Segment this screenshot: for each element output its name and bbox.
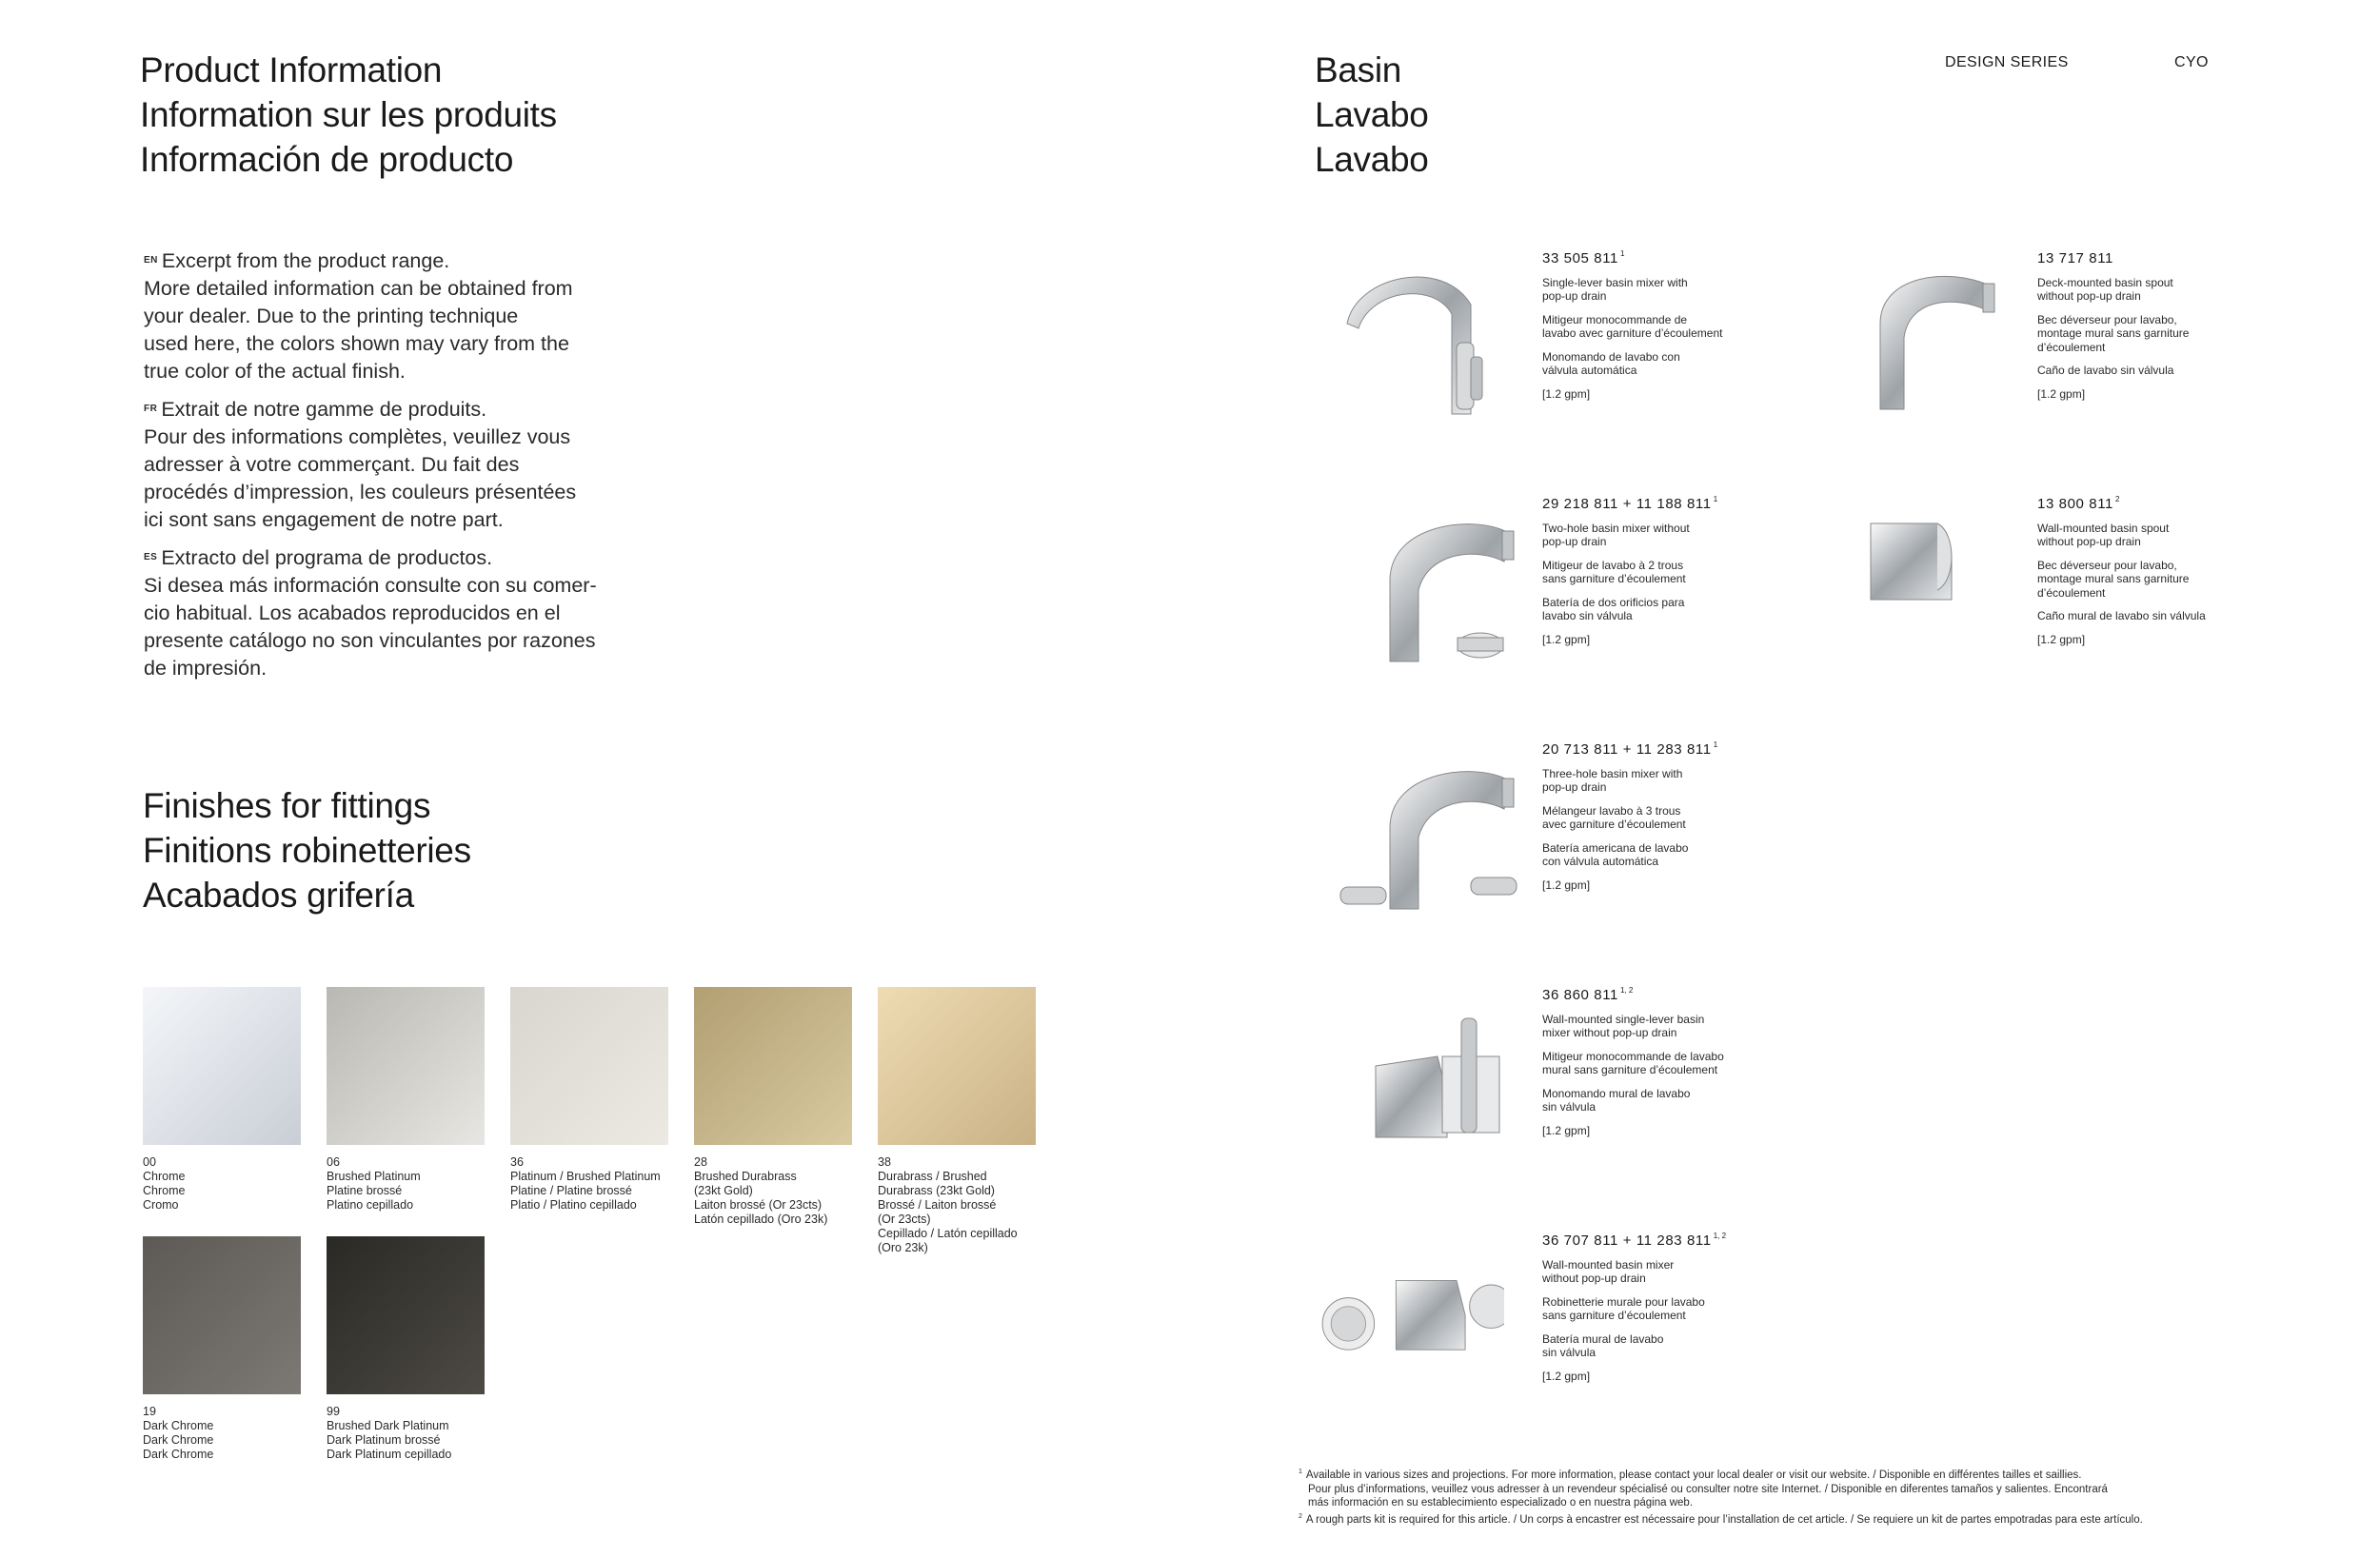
finish-name: Platino cepillado	[327, 1198, 414, 1212]
finish-name: Brossé / Laiton brossé	[878, 1198, 997, 1212]
finish-name: Chrome	[143, 1184, 186, 1197]
flow-rate: [1.2 gpm]	[2037, 632, 2086, 646]
design-series-label: DESIGN SERIES	[1945, 54, 2069, 70]
lang-tag-en: EN	[144, 255, 158, 266]
desc-line: d’écoulement	[2037, 340, 2106, 354]
finish-name: (Oro 23k)	[878, 1241, 928, 1254]
intro-fr-line: adresser à votre commerçant. Du fait des	[144, 453, 520, 476]
faucet-three-hole-icon	[1328, 742, 1518, 933]
product-number-text: 36 860 811	[1542, 987, 1618, 1003]
faucet-wall-spout-icon	[1861, 495, 2052, 685]
intro-es-line: de impresión.	[144, 657, 268, 680]
intro-fr-line: procédés d’impression, les couleurs présentées	[144, 481, 577, 503]
heading-line-fr: Information sur les produits	[140, 95, 557, 134]
desc-line: mixer without pop-up drain	[1542, 1026, 1677, 1039]
finish-code: 36	[510, 1155, 524, 1169]
footnote-ref: 1, 2	[1619, 986, 1634, 995]
finish-name: Platine / Platine brossé	[510, 1184, 632, 1197]
basin-heading-es: Lavabo	[1315, 140, 1429, 179]
desc-line: Monomando mural de lavabo	[1542, 1086, 1691, 1100]
desc-es	[2037, 364, 2285, 378]
finishes-heading-fr: Finitions robinetteries	[143, 831, 471, 870]
basin-heading	[1315, 48, 1429, 182]
desc-line: montage mural sans garniture	[2037, 572, 2190, 585]
flow-rate: [1.2 gpm]	[2037, 386, 2086, 401]
desc-line: Caño mural de lavabo sin válvula	[2037, 609, 2206, 622]
desc-fr	[2037, 313, 2285, 355]
product-number	[1542, 739, 1790, 758]
finishes-heading	[143, 783, 471, 917]
product-number-text: 13 717 811	[2037, 250, 2113, 266]
footnote-ref: 1	[1713, 740, 1718, 749]
footnote-marker: 2	[1299, 1512, 1302, 1520]
footnote-line: más información en su establecimiento especializado o en nuestra página web.	[1308, 1497, 1694, 1509]
desc-line: without pop-up drain	[2037, 535, 2141, 548]
desc-en	[1542, 522, 1790, 549]
intro-en-line: used here, the colors shown may vary from the	[144, 332, 569, 355]
intro-en-line: Excerpt from the product range.	[161, 249, 450, 272]
desc-es	[1542, 1087, 1790, 1114]
product-13800811	[2037, 493, 2285, 646]
footnote-ref: 1, 2	[1713, 1232, 1727, 1240]
product-29218811	[1542, 493, 1790, 646]
finish-code: 19	[143, 1405, 156, 1418]
desc-line: Bec déverseur pour lavabo,	[2037, 312, 2177, 326]
desc-line: lavabo sin válvula	[1542, 609, 1633, 622]
desc-fr	[1542, 804, 1790, 832]
desc-line: without pop-up drain	[1542, 1272, 1646, 1285]
desc-line: pop-up drain	[1542, 780, 1607, 794]
intro-es-line: presente catálogo no son vinculantes por razones	[144, 629, 596, 652]
lang-tag-es: ES	[144, 552, 158, 562]
desc-en	[1542, 1258, 1790, 1286]
finish-name: Platio / Platino cepillado	[510, 1198, 637, 1212]
product-number	[1542, 493, 1790, 512]
swatch-label-durabrass	[878, 1155, 1059, 1255]
desc-fr	[2037, 559, 2285, 601]
desc-line: pop-up drain	[1542, 535, 1607, 548]
flow-rate: [1.2 gpm]	[1542, 632, 1591, 646]
desc-line: Single-lever basin mixer with	[1542, 275, 1688, 289]
finish-code: 38	[878, 1155, 891, 1169]
series-name: CYO	[2174, 54, 2209, 70]
desc-line: lavabo avec garniture d’écoulement	[1542, 326, 1723, 340]
flow-rate: [1.2 gpm]	[1542, 1369, 1591, 1383]
desc-line: avec garniture d’écoulement	[1542, 818, 1686, 831]
swatch-brushed-durabrass	[694, 987, 852, 1145]
desc-es	[1542, 596, 1790, 623]
swatch-brushed-dark-platinum	[327, 1236, 485, 1394]
desc-line: Wall-mounted basin mixer	[1542, 1257, 1675, 1272]
desc-line: sin válvula	[1542, 1346, 1597, 1359]
footnote-line: Pour plus d’informations, veuillez vous adresser à un revendeur spécialisé ou consulter notre site Internet. / Disponible en diferentes tamaños y salientes. Encontrará	[1308, 1483, 2108, 1495]
finish-name: Laiton brossé (Or 23cts)	[694, 1198, 823, 1212]
intro-en	[144, 247, 658, 385]
desc-line: Three-hole basin mixer with	[1542, 766, 1683, 780]
footnote-ref: 2	[2114, 495, 2120, 503]
swatch-durabrass-brushed-durabrass	[878, 987, 1036, 1145]
finish-name: Brushed Durabrass	[694, 1170, 797, 1183]
desc-line: Batería de dos orificios para	[1542, 595, 1685, 609]
desc-line: con válvula automática	[1542, 855, 1659, 868]
product-number-text: 33 505 811	[1542, 250, 1618, 266]
desc-line: Mitigeur monocommande de lavabo	[1542, 1049, 1724, 1063]
intro-en-line: true color of the actual finish.	[144, 360, 406, 383]
finish-code: 28	[694, 1155, 707, 1169]
finish-name: Durabrass / Brushed	[878, 1170, 987, 1183]
desc-line: Mitigeur monocommande de	[1542, 312, 1688, 326]
product-number	[1542, 1230, 1790, 1249]
flow-rate: [1.2 gpm]	[1542, 878, 1591, 892]
faucet-wall-single-lever-icon	[1361, 999, 1552, 1190]
desc-line: without pop-up drain	[2037, 289, 2141, 303]
desc-line: Wall-mounted basin spout	[2037, 521, 2170, 535]
desc-line: Batería americana de lavabo	[1542, 840, 1689, 855]
product-13717811	[2037, 247, 2285, 401]
flow-rate: [1.2 gpm]	[1542, 1123, 1591, 1137]
desc-es	[2037, 609, 2285, 623]
desc-line: Caño de lavabo sin válvula	[2037, 364, 2174, 377]
finish-name: Dark Chrome	[143, 1433, 214, 1447]
finish-code: 06	[327, 1155, 340, 1169]
intro-text	[144, 247, 658, 692]
basin-heading-fr: Lavabo	[1315, 95, 1429, 134]
desc-es	[1542, 350, 1790, 378]
swatch-label-brushed-dark-platinum	[327, 1405, 507, 1462]
swatch-label-dark-chrome	[143, 1405, 324, 1462]
intro-fr-line: Pour des informations complètes, veuillez vous	[144, 425, 571, 448]
intro-es-line: cio habitual. Los acabados reproducidos en el	[144, 602, 561, 624]
desc-line: montage mural sans garniture	[2037, 326, 2190, 340]
desc-line: Bec déverseur pour lavabo,	[2037, 558, 2177, 572]
desc-line: Robinetterie murale pour lavabo	[1542, 1294, 1705, 1309]
desc-fr	[1542, 1295, 1790, 1323]
footnote-1	[1299, 1466, 2308, 1483]
heading-line-en: Product Information	[140, 50, 443, 89]
desc-line: Monomando de lavabo con	[1542, 349, 1680, 364]
swatch-chrome	[143, 987, 301, 1145]
product-number	[2037, 493, 2285, 512]
swatch-label-chrome	[143, 1155, 324, 1213]
product-36707811	[1542, 1230, 1790, 1383]
product-number-text: 36 707 811 + 11 283 811	[1542, 1233, 1712, 1249]
footnotes	[1299, 1466, 2308, 1527]
desc-line: Mélangeur lavabo à 3 trous	[1542, 803, 1681, 818]
product-number	[1542, 247, 1790, 266]
desc-en	[1542, 767, 1790, 795]
finish-name: Latón cepillado (Oro 23k)	[694, 1213, 828, 1226]
product-number-text: 20 713 811 + 11 283 811	[1542, 741, 1712, 758]
footnote-line: Available in various sizes and projections. For more information, please contact your local dealer or visit our website. / Disponible en différentes tailles et saillies.	[1305, 1469, 2082, 1481]
footnote-marker: 1	[1299, 1469, 1302, 1475]
intro-es-line: Si desea más información consulte con su comer-	[144, 574, 597, 597]
desc-en	[1542, 1013, 1790, 1040]
desc-en	[2037, 522, 2285, 549]
product-36860811	[1542, 984, 1790, 1137]
swatch-brushed-platinum	[327, 987, 485, 1145]
finish-name: Dark Platinum cepillado	[327, 1448, 452, 1461]
finish-name: Brushed Dark Platinum	[327, 1419, 449, 1432]
product-number	[2037, 247, 2285, 266]
finish-name: Cepillado / Latón cepillado	[878, 1227, 1018, 1240]
faucet-single-lever-icon	[1328, 247, 1518, 438]
swatch-label-brushed-durabrass	[694, 1155, 875, 1227]
finish-name: Platine brossé	[327, 1184, 403, 1197]
footnote-line: A rough parts kit is required for this article. / Un corps à encastrer est nécessaire pour l’installation de cet article. / Se requiere un kit de partes empotradas para este artículo.	[1305, 1513, 2143, 1526]
finish-name: Chrome	[143, 1170, 186, 1183]
intro-fr-line: ici sont sans engagement de notre part.	[144, 508, 504, 531]
finish-code: 99	[327, 1405, 340, 1418]
basin-heading-en: Basin	[1315, 50, 1402, 89]
product-number	[1542, 984, 1790, 1003]
finishes-heading-en: Finishes for fittings	[143, 786, 431, 825]
product-information-heading	[140, 48, 557, 182]
footnote-ref: 1	[1713, 495, 1718, 503]
intro-fr	[144, 395, 658, 534]
footnote-ref: 1	[1619, 249, 1625, 258]
swatch-dark-chrome	[143, 1236, 301, 1394]
flow-rate: [1.2 gpm]	[1542, 386, 1591, 401]
product-33505811	[1542, 247, 1790, 401]
desc-fr	[1542, 1050, 1790, 1077]
product-number-text: 13 800 811	[2037, 496, 2113, 512]
desc-line: Batería mural de lavabo	[1542, 1331, 1664, 1346]
desc-en	[2037, 276, 2285, 304]
desc-line: sin válvula	[1542, 1100, 1597, 1114]
finish-code: 00	[143, 1155, 156, 1169]
desc-line: mural sans garniture d’écoulement	[1542, 1063, 1718, 1076]
finish-name: Dark Chrome	[143, 1448, 214, 1461]
desc-fr	[1542, 559, 1790, 586]
desc-line: Mitigeur de lavabo à 2 trous	[1542, 558, 1684, 572]
intro-fr-line: Extrait de notre gamme de produits.	[161, 398, 487, 421]
finish-name: Cromo	[143, 1198, 179, 1212]
product-20713811	[1542, 739, 1790, 892]
desc-line: válvula automática	[1542, 364, 1637, 377]
desc-en	[1542, 276, 1790, 304]
footnote-2	[1299, 1510, 2308, 1528]
intro-en-line: your dealer. Due to the printing technique	[144, 305, 519, 327]
finish-name: Dark Platinum brossé	[327, 1433, 441, 1447]
finish-name: Platinum / Brushed Platinum	[510, 1170, 661, 1183]
heading-line-es: Información de producto	[140, 140, 514, 179]
desc-line: d’écoulement	[2037, 585, 2106, 600]
desc-line: Wall-mounted single-lever basin	[1542, 1012, 1705, 1026]
lang-tag-fr: FR	[144, 404, 158, 414]
faucet-two-hole-icon	[1371, 495, 1561, 685]
desc-line: Two-hole basin mixer without	[1542, 521, 1690, 535]
swatch-label-brushed-platinum	[327, 1155, 507, 1213]
finish-name: Durabrass (23kt Gold)	[878, 1184, 995, 1197]
intro-es-line: Extracto del programa de productos.	[161, 546, 493, 569]
swatch-platinum-brushed-platinum	[510, 987, 668, 1145]
desc-line: sans garniture d’écoulement	[1542, 1309, 1686, 1322]
finish-name: (Or 23cts)	[878, 1213, 931, 1226]
desc-line: Deck-mounted basin spout	[2037, 275, 2173, 289]
desc-es	[1542, 1332, 1790, 1360]
finish-name: Brushed Platinum	[327, 1170, 421, 1183]
swatch-label-platinum	[510, 1155, 691, 1213]
finishes-heading-es: Acabados grifería	[143, 876, 414, 915]
faucet-wall-mixer-icon	[1314, 1237, 1504, 1428]
intro-es	[144, 543, 658, 682]
desc-line: sans garniture d’écoulement	[1542, 572, 1686, 585]
finish-name: Dark Chrome	[143, 1419, 214, 1432]
desc-es	[1542, 841, 1790, 869]
desc-fr	[1542, 313, 1790, 341]
finish-name: (23kt Gold)	[694, 1184, 753, 1197]
product-number-text: 29 218 811 + 11 188 811	[1542, 496, 1712, 512]
faucet-deck-spout-icon	[1861, 247, 2052, 438]
desc-line: pop-up drain	[1542, 289, 1607, 303]
intro-en-line: More detailed information can be obtained from	[144, 277, 573, 300]
